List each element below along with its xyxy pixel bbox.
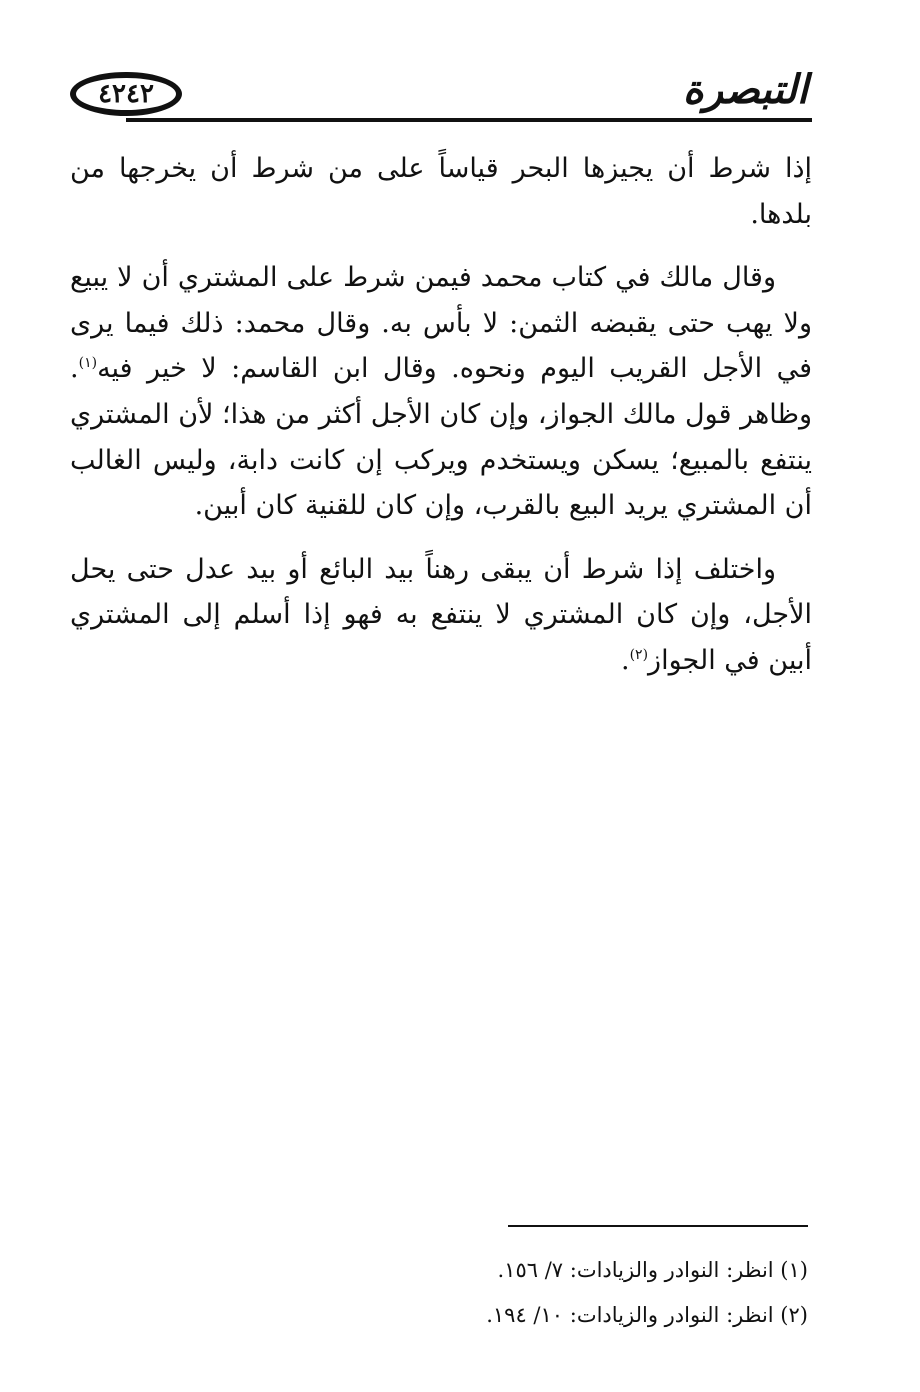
paragraph-1: إذا شرط أن يجيزها البحر قياساً على من شرط أن يخرجها من بلدها. [70, 153, 812, 230]
book-title: التبصرة [682, 66, 808, 113]
footnote-2: (٢) انظر: النوادر والزيادات: ١٠/ ١٩٤. [486, 1303, 808, 1327]
header-rule [126, 118, 812, 122]
paragraph-2 [70, 255, 812, 529]
paragraph-2-part-1: وقال مالك في كتاب محمد فيمن شرط على المشتري أن لا يبيع ولا يهب حتى يقبضه الثمن: لا بأس به. وقال محمد: ذلك فيما يرى في الأجل القريب اليوم ونحوه. وقال ابن القاسم: لا خير فيه [70, 262, 812, 385]
main-text [70, 146, 812, 702]
page-number-badge: ٤٢٤٢ [70, 72, 182, 116]
footnote-separator [508, 1225, 808, 1227]
footnote-1: (١) انظر: النوادر والزيادات: ٧/ ١٥٦. [497, 1258, 808, 1282]
page-header [70, 62, 812, 126]
footnotes [300, 1248, 808, 1338]
paragraph-2-part-2: . وظاهر قول مالك الجواز، وإن كان الأجل أكثر من هذا؛ لأن المشتري ينتفع بالمبيع؛ يسكن ويستخدم ويركب إن كانت دابة، وليس الغالب أن المشتري يريد البيع بالقرب، وإن كان للقنية كان أبين. [70, 353, 812, 522]
footnote-ref-1: (١) [78, 355, 98, 372]
paragraph-3 [70, 547, 812, 684]
footnote-ref-2: (٢) [629, 646, 649, 663]
paragraph-3-part-1: واختلف إذا شرط أن يبقى رهناً بيد البائع أو بيد عدل حتى يحل الأجل، وإن كان المشتري لا ينتفع به فهو إذا أسلم إلى المشتري أبين في الجواز [70, 553, 812, 676]
paragraph-3-part-2: . [620, 644, 630, 676]
